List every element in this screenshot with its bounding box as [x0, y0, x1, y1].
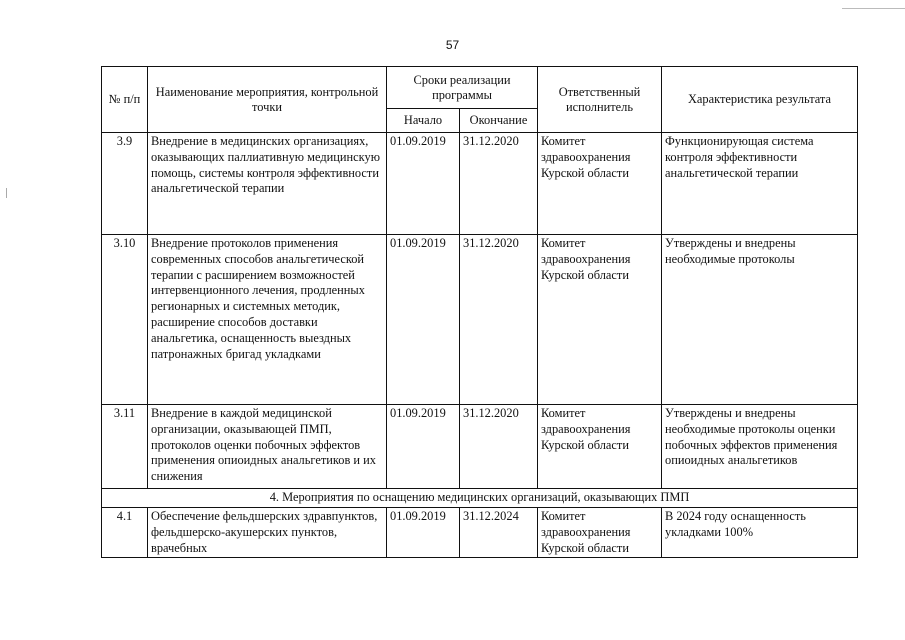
- row-result: Утверждены и внедрены необходимые протоколы: [662, 235, 858, 405]
- row-result: В 2024 году оснащенность укладками 100%: [662, 508, 858, 558]
- header-terms: Сроки реализации программы: [387, 67, 538, 109]
- section-row: [102, 489, 858, 508]
- row-start-date: 01.09.2019: [387, 235, 460, 405]
- table-row: [102, 235, 858, 405]
- row-num: 3.9: [102, 133, 148, 235]
- table-row: [102, 133, 858, 235]
- schedule-table: [101, 66, 858, 558]
- top-edge-rule: [842, 8, 905, 9]
- header-start: Начало: [387, 109, 460, 133]
- section-title: 4. Мероприятия по оснащению медицинских организаций, оказывающих ПМП: [102, 489, 858, 508]
- row-start-date: 01.09.2019: [387, 405, 460, 489]
- row-executor: Комитет здравоохранения Курской области: [538, 405, 662, 489]
- row-start-date: 01.09.2019: [387, 508, 460, 558]
- header-executor: Ответственный исполнитель: [538, 67, 662, 133]
- header-num: № п/п: [102, 67, 148, 133]
- row-result: Утверждены и внедрены необходимые протоколы оценки побочных эффектов применения опиоидных анальгетиков: [662, 405, 858, 489]
- header-name: Наименование мероприятия, контрольной точки: [148, 67, 387, 133]
- row-executor: Комитет здравоохранения Курской области: [538, 133, 662, 235]
- row-name: Внедрение в медицинских организациях, оказывающих паллиативную медицинскую помощь, системы контроля эффективности анальгетической терапии: [148, 133, 387, 235]
- row-result: Функционирующая система контроля эффективности анальгетической терапии: [662, 133, 858, 235]
- row-name: Внедрение в каждой медицинской организации, оказывающей ПМП, протоколов оценки побочных эффектов применения опиоидных анальгетиков и их снижения: [148, 405, 387, 489]
- row-executor: Комитет здравоохранения Курской области: [538, 508, 662, 558]
- row-end-date: 31.12.2020: [460, 235, 538, 405]
- row-name: Обеспечение фельдшерских здравпунктов, фельдшерско-акушерских пунктов, врачебных: [148, 508, 387, 558]
- row-num: 3.11: [102, 405, 148, 489]
- table-row: [102, 508, 858, 558]
- row-end-date: 31.12.2020: [460, 133, 538, 235]
- table-row: [102, 405, 858, 489]
- header-row: [102, 67, 858, 109]
- row-name: Внедрение протоколов применения современных способов анальгетической терапии с расширением возможностей интервенционного лечения, продленных регионарных и системных методик, расширение способов доставки анальгетика, оснащенность выездных патронажных бригад укладками: [148, 235, 387, 405]
- header-end: Окончание: [460, 109, 538, 133]
- page-number: 57: [445, 38, 460, 52]
- header-result: Характеристика результата: [662, 67, 858, 133]
- row-num: 4.1: [102, 508, 148, 558]
- row-executor: Комитет здравоохранения Курской области: [538, 235, 662, 405]
- row-start-date: 01.09.2019: [387, 133, 460, 235]
- row-end-date: 31.12.2024: [460, 508, 538, 558]
- row-num: 3.10: [102, 235, 148, 405]
- row-end-date: 31.12.2020: [460, 405, 538, 489]
- margin-mark: [6, 188, 7, 198]
